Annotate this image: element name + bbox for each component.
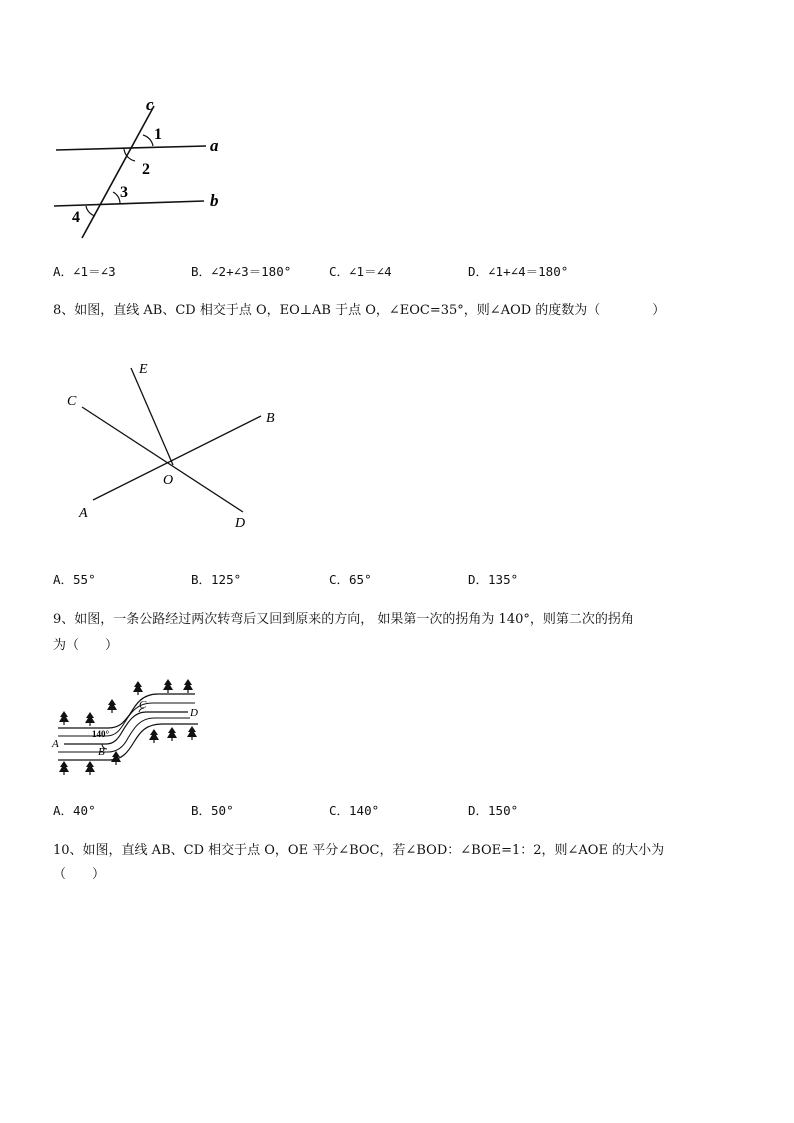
q7-option-d[interactable]: D．∠1+∠4＝180° bbox=[468, 264, 569, 279]
q9-option-b[interactable]: B．50° bbox=[191, 803, 234, 818]
road-lower-edge bbox=[58, 724, 198, 760]
point-a: A bbox=[79, 506, 88, 521]
point-d: D bbox=[235, 516, 246, 531]
tree-icon bbox=[183, 679, 193, 693]
point-b: B bbox=[266, 411, 275, 426]
tree-icon bbox=[59, 711, 69, 725]
q7-option-b[interactable]: B．∠2+∠3＝180° bbox=[191, 264, 292, 279]
ray-oe bbox=[131, 368, 173, 465]
angle-arc-1 bbox=[143, 135, 153, 146]
q7-option-c[interactable]: C．∠1＝∠4 bbox=[329, 264, 392, 279]
tree-icon bbox=[149, 729, 159, 743]
q8-stem-text: 如图，直线 AB、CD 相交于点 O，EO⊥AB 于点 O，∠EOC=35°，则∠AOD 的度数为（ ） bbox=[74, 303, 666, 318]
q9-figure bbox=[50, 676, 210, 780]
point-a: A bbox=[52, 738, 59, 750]
q8-option-c[interactable]: C．65° bbox=[329, 572, 372, 587]
angle-arc-4 bbox=[86, 206, 95, 216]
q10-stem-line2: （ ） bbox=[53, 867, 106, 882]
q8-stem bbox=[53, 300, 665, 322]
label-angle-2: 2 bbox=[142, 161, 150, 178]
q9-stem-text-1: 如图，一条公路经过两次转弯后又回到原来的方向， 如果第一次的拐角为 140°，则第二次的拐角 bbox=[74, 612, 634, 627]
line-ab bbox=[93, 416, 261, 500]
q10-stem-text-1: 如图，直线 AB、CD 相交于点 O，OE 平分∠BOC，若∠BOD：∠BOE=1：2，则∠AOE 的大小为 bbox=[82, 843, 665, 858]
q8-figure bbox=[55, 352, 295, 537]
point-d: D bbox=[190, 707, 198, 719]
q9-stem-line1 bbox=[53, 609, 634, 631]
tree-icon bbox=[133, 681, 143, 695]
q8-option-a[interactable]: A．55° bbox=[53, 572, 96, 587]
label-angle-3: 3 bbox=[120, 184, 128, 201]
tree-icon bbox=[85, 761, 95, 775]
label-angle-1: 1 bbox=[154, 126, 162, 143]
angle-arc-3 bbox=[113, 192, 120, 203]
point-b: B bbox=[98, 746, 105, 758]
q9-option-a[interactable]: A．40° bbox=[53, 803, 96, 818]
q8-option-b[interactable]: B．125° bbox=[191, 572, 242, 587]
label-angle-4: 4 bbox=[72, 209, 80, 226]
point-o: O bbox=[163, 473, 174, 488]
q7-option-a[interactable]: A．∠1＝∠3 bbox=[53, 264, 116, 279]
q10-stem-line1 bbox=[53, 840, 664, 862]
q7-figure bbox=[40, 88, 240, 248]
q8-number: 8、 bbox=[53, 303, 75, 318]
q9-stem-line2: 为（ ） bbox=[53, 638, 119, 653]
point-c: C bbox=[139, 699, 147, 711]
tree-icon bbox=[59, 761, 69, 775]
tree-icon bbox=[107, 699, 117, 713]
tree-icon bbox=[85, 712, 95, 726]
q9-number: 9、 bbox=[53, 612, 75, 627]
q9-option-d[interactable]: D．150° bbox=[468, 803, 519, 818]
point-e: E bbox=[139, 362, 148, 377]
q8-option-d[interactable]: D．135° bbox=[468, 572, 519, 587]
line-b bbox=[54, 201, 204, 206]
tree-icon bbox=[167, 727, 177, 741]
label-c: c bbox=[146, 95, 154, 114]
road-upper-edge bbox=[58, 694, 195, 728]
q10-number: 10、 bbox=[53, 843, 83, 858]
angle-label-140: 140° bbox=[92, 729, 110, 739]
label-b: b bbox=[210, 191, 219, 210]
tree-icon bbox=[163, 679, 173, 693]
line-cd bbox=[82, 407, 243, 512]
label-a: a bbox=[210, 136, 219, 155]
q9-option-c[interactable]: C．140° bbox=[329, 803, 380, 818]
tree-icon bbox=[187, 726, 197, 740]
point-c: C bbox=[67, 394, 77, 409]
